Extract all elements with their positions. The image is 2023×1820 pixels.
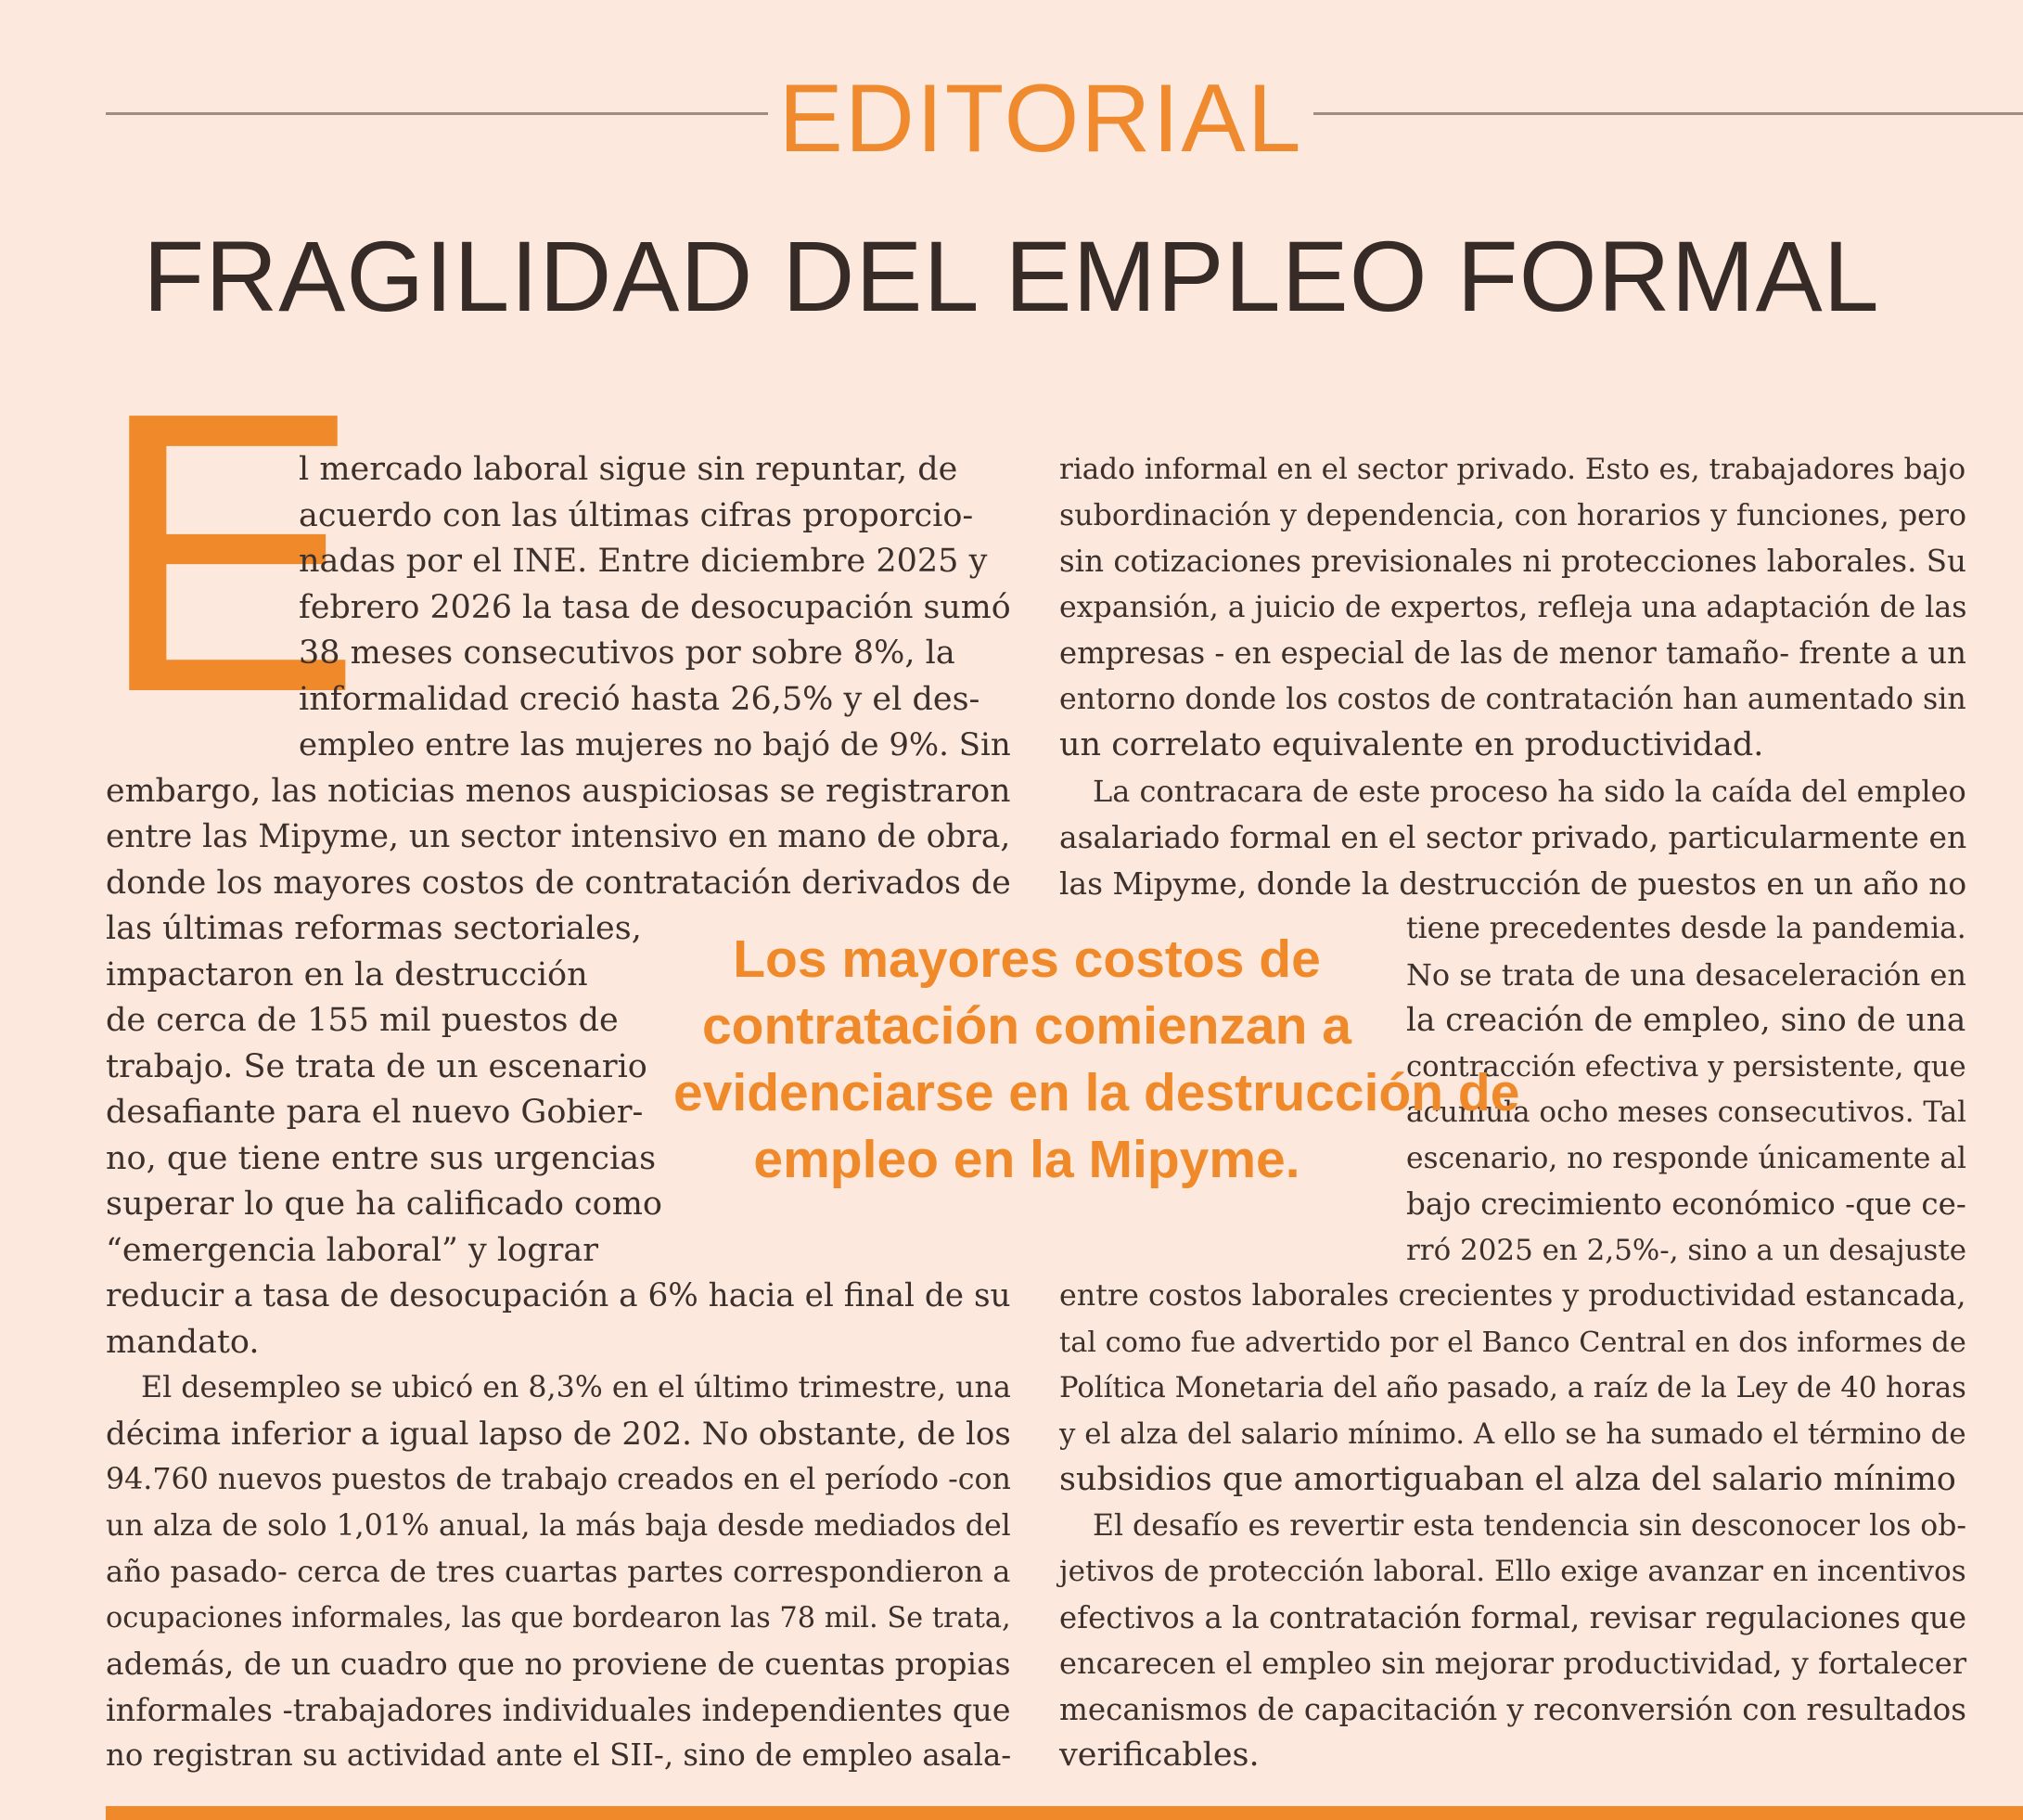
article-line: año pasado- cerca de tres cuartas partes correspondieron a	[106, 1554, 1011, 1589]
article-line: un correlato equivalente en productividad.	[1059, 726, 1764, 763]
article-line: l mercado laboral sigue sin repuntar, de	[299, 451, 958, 488]
article-line: no, que tiene entre sus urgencias	[106, 1139, 657, 1177]
pull-quote-line: contratación comienzan a	[701, 996, 1351, 1056]
article-line: desafiante para el nuevo Gobier-	[106, 1094, 644, 1131]
article-line: Política Monetaria del año pasado, a raíz de la Ley de 40 horas	[1059, 1372, 1966, 1404]
article-line: informalidad creció hasta 26,5% y el des-	[299, 680, 980, 718]
article-line: 38 meses consecutivos por sobre 8%, la	[299, 634, 955, 672]
pull-quote-line: evidenciarse en la destrucción de	[673, 1063, 1520, 1122]
article-line: encarecen el empleo sin mejorar productividad, y fortalecer	[1059, 1646, 1967, 1681]
pull-quote	[673, 926, 1520, 1193]
article-line: reducir a tasa de desocupación a 6% hacia el final de su	[106, 1277, 1011, 1314]
headline: FRAGILIDAD DEL EMPLEO FORMAL	[143, 220, 1880, 332]
article-line: mandato.	[106, 1323, 260, 1361]
article-line: superar lo que ha calificado como	[106, 1186, 662, 1223]
article-line: efectivos a la contratación formal, revisar regulaciones que	[1059, 1599, 1967, 1635]
article-line: además, de un cuadro que no proviene de cuentas propias	[106, 1646, 1011, 1682]
drop-cap: E	[96, 330, 363, 775]
article-line: jetivos de protección laboral. Ello exige avanzar en incentivos	[1059, 1555, 1966, 1588]
article-line: tal como fue advertido por el Banco Central en dos informes de	[1059, 1326, 1966, 1359]
article-line: escenario, no responde únicamente al	[1406, 1141, 1967, 1175]
article-line: las Mipyme, donde la destrucción de puestos en un año no	[1059, 865, 1967, 902]
article-line: febrero 2026 la tasa de desocupación sumó	[299, 588, 1011, 626]
article-line: y el alza del salario mínimo. A ello se ha sumado el término de	[1059, 1416, 1966, 1451]
article-line: El desempleo se ubicó en 8,3% en el último trimestre, una	[141, 1371, 1011, 1404]
section-label: EDITORIAL	[778, 65, 1303, 173]
article-line: entre las Mipyme, un sector intensivo en mano de obra,	[106, 818, 1011, 855]
article-line: informales -trabajadores individuales independientes que	[106, 1691, 1011, 1728]
article-line: donde los mayores costos de contratación derivados de	[106, 864, 1011, 902]
article-line: no registran su actividad ante el SII-, sino de empleo asala-	[106, 1737, 1012, 1773]
article-line: de cerca de 155 mil puestos de	[106, 1002, 619, 1039]
article-line: sin cotizaciones previsionales ni protecciones laborales. Su	[1059, 544, 1966, 579]
header-rule-left	[106, 112, 768, 115]
article-line: bajo crecimiento económico -que ce-	[1406, 1186, 1966, 1222]
article-line: ocupaciones informales, las que bordearon las 78 mil. Se trata,	[106, 1601, 1011, 1634]
article-line: nadas por el INE. Entre diciembre 2025 y	[299, 543, 988, 580]
article-line: “emergencia laboral” y lograr	[106, 1231, 598, 1269]
article-line: las últimas reformas sectoriales,	[106, 910, 642, 947]
article-line: acumula ocho meses consecutivos. Tal	[1406, 1096, 1967, 1129]
pull-quote-line: empleo en la Mipyme.	[753, 1130, 1300, 1189]
pull-quote-line: Los mayores costos de	[733, 929, 1321, 989]
article-line: riado informal en el sector privado. Esto es, trabajadores bajo	[1059, 453, 1966, 486]
article-line: embargo, las noticias menos auspiciosas se registraron	[106, 772, 1011, 810]
article-line: subordinación y dependencia, con horarios y funciones, pero	[1059, 498, 1967, 532]
article-line: expansión, a juicio de expertos, refleja una adaptación de las	[1059, 590, 1967, 624]
article-line: 94.760 nuevos puestos de trabajo creados en el período -con	[106, 1463, 1011, 1496]
article-line: impactaron en la destrucción	[106, 955, 588, 993]
article-line: acuerdo con las últimas cifras proporcio-	[299, 496, 974, 534]
article-line: subsidios que amortiguaban el alza del salario mínimo	[1059, 1461, 1956, 1498]
article-line: contracción efectiva y persistente, que	[1406, 1050, 1966, 1083]
article-line: empresas - en especial de las de menor tamaño- frente a un	[1059, 635, 1966, 671]
article-line: mecanismos de capacitación y reconversión con resultados	[1059, 1691, 1966, 1727]
article-line: empleo entre las mujeres no bajó de 9%. Sin	[299, 727, 1011, 763]
article-line: rró 2025 en 2,5%-, sino a un desajuste	[1406, 1233, 1967, 1267]
footer-accent-bar	[106, 1806, 2023, 1820]
article-line: No se trata de una desaceleración en	[1406, 956, 1966, 993]
article-line: un alza de solo 1,01% anual, la más baja desde mediados del	[106, 1508, 1011, 1543]
article-line: trabajo. Se trata de un escenario	[106, 1047, 647, 1085]
article-line: décima inferior a igual lapso de 202. No obstante, de los	[106, 1415, 1011, 1453]
article-line: entorno donde los costos de contratación han aumentado sin	[1059, 682, 1966, 716]
article-line: La contracara de este proceso ha sido la caída del empleo	[1093, 773, 1966, 809]
header-rule-right	[1313, 112, 2023, 115]
article-line: la creación de empleo, sino de una	[1406, 1002, 1966, 1039]
article-line: entre costos laborales crecientes y productividad estancada,	[1059, 1279, 1966, 1313]
article-line: verificables.	[1059, 1737, 1260, 1774]
article-line: El desafío es revertir esta tendencia sin desconocer los ob-	[1093, 1508, 1967, 1543]
article-line: asalariado formal en el sector privado, particularmente en	[1059, 819, 1967, 855]
article-line: tiene precedentes desde la pandemia.	[1406, 912, 1966, 945]
